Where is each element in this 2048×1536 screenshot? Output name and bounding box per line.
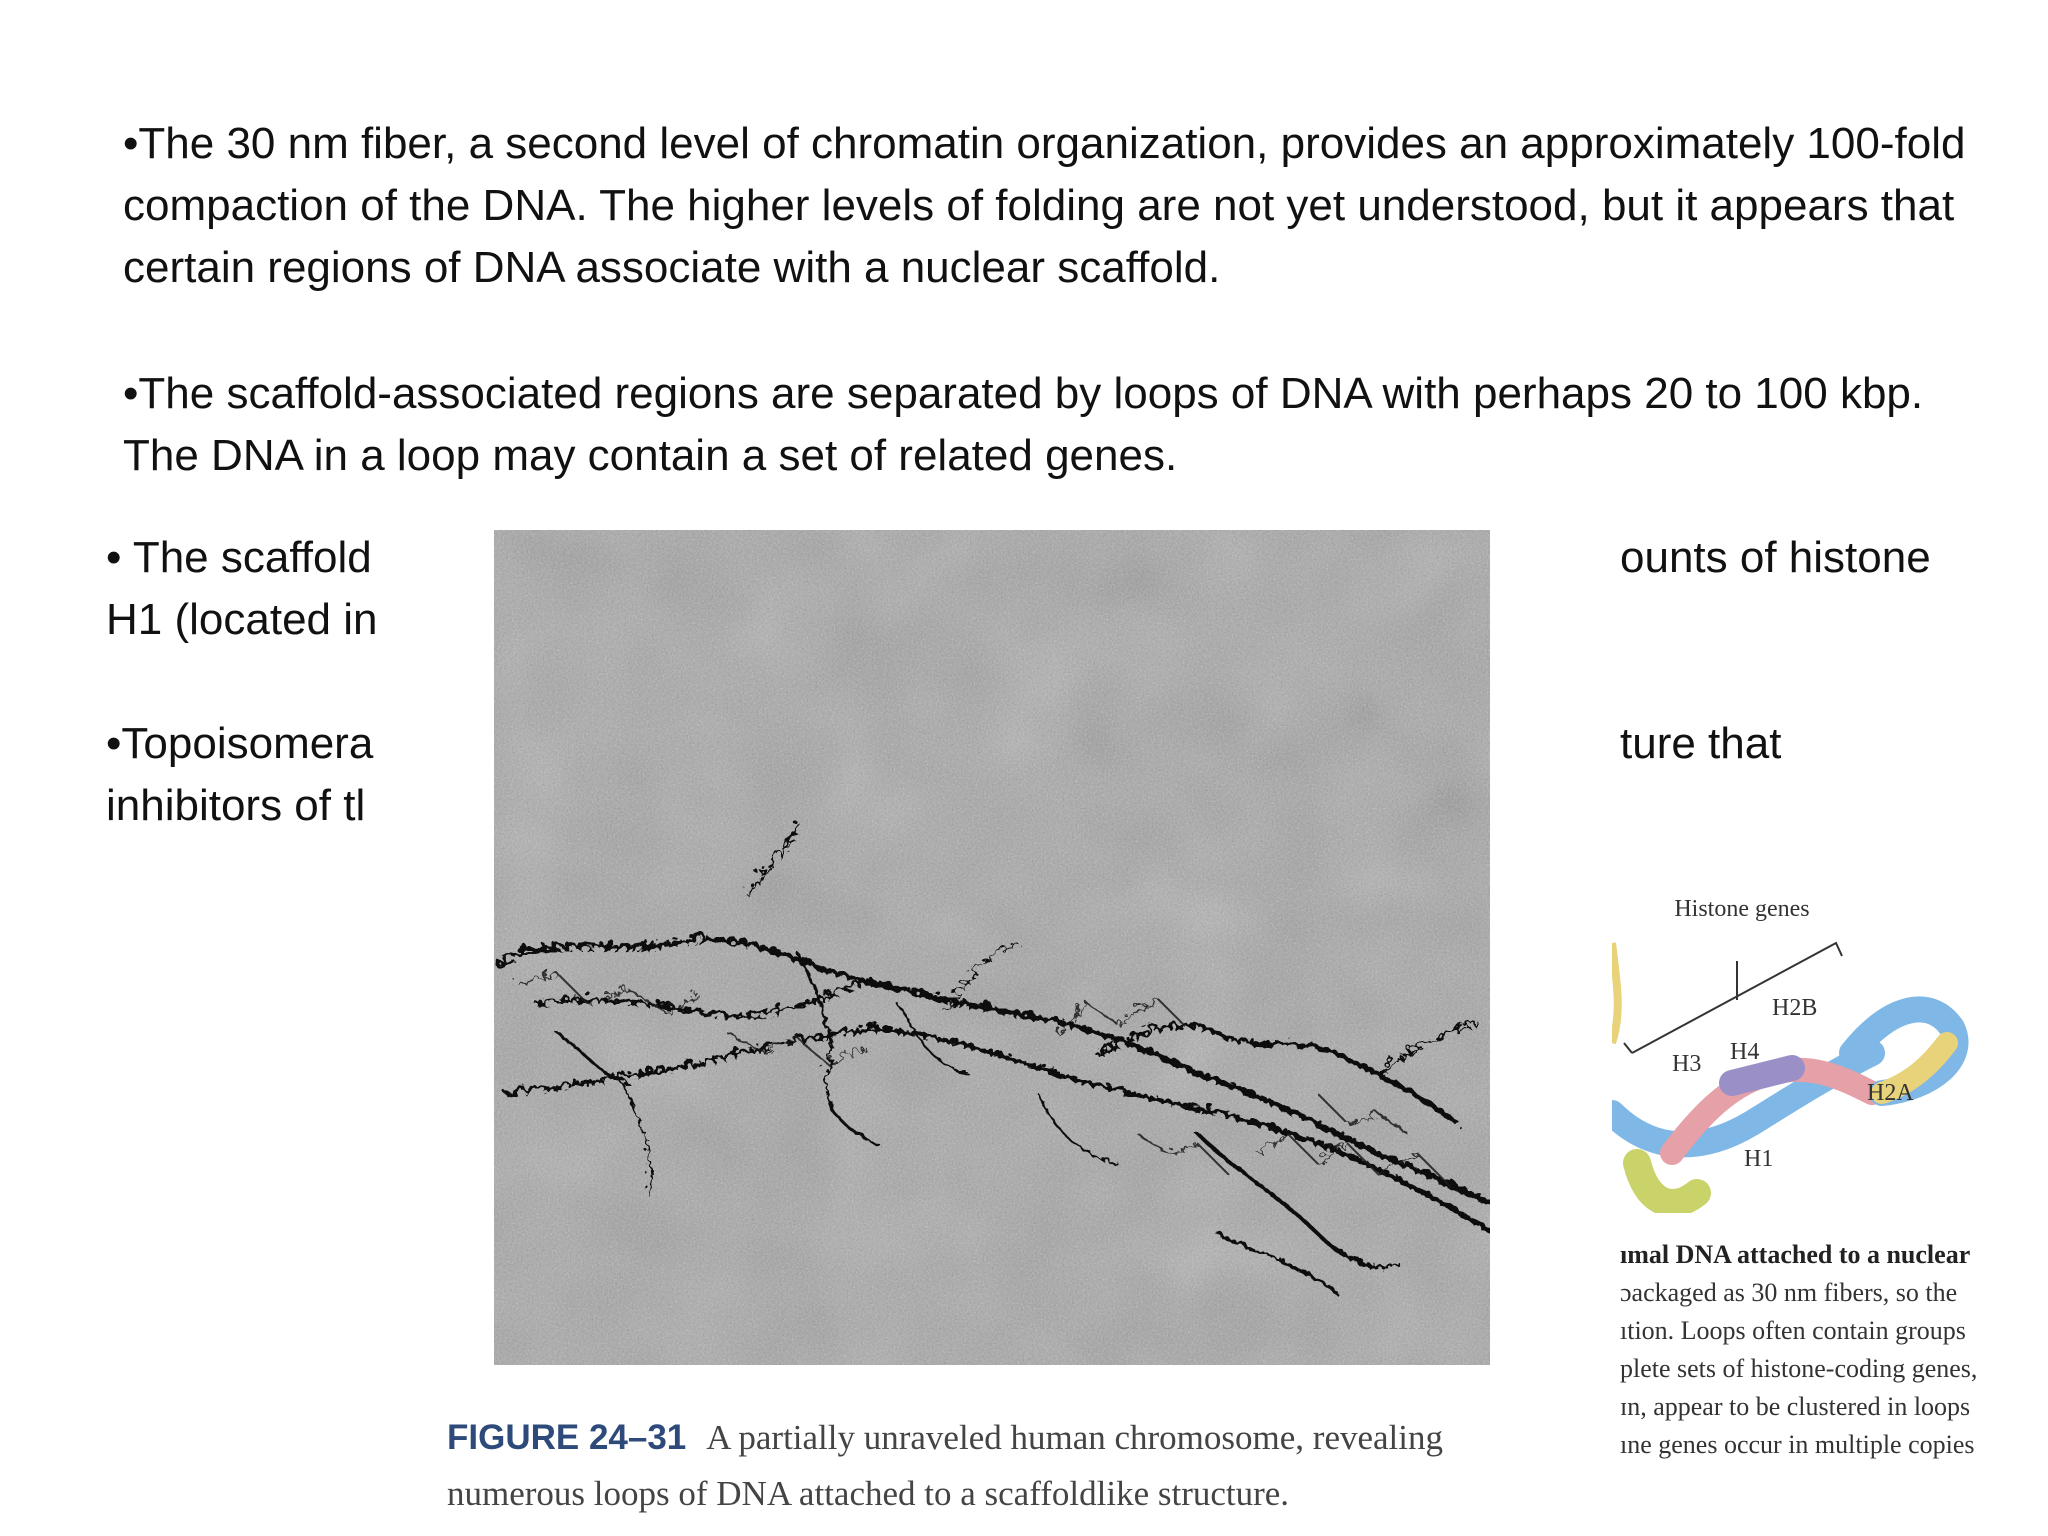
h4-label: H4 — [1730, 1039, 1760, 1065]
side-figure-caption — [1620, 1236, 2020, 1464]
bullet-topoisomerase-right-line1: ture that — [1620, 719, 1782, 768]
bullet-scaffold-left-line1: • The scaffold — [106, 533, 372, 582]
side-caption-line5: ɪn, appear to be clustered in loops — [1620, 1392, 1971, 1421]
side-caption-line6: ıne genes occur in multiple copies — [1620, 1430, 1975, 1459]
h3-label: H3 — [1672, 1051, 1702, 1077]
bullet-scaffold-left-line2: H1 (located in — [106, 595, 378, 644]
histone-genes-diagram — [1612, 853, 2032, 1213]
figure-label: FIGURE 24–31 — [447, 1418, 687, 1457]
bullet-scaffold-right-line1: ounts of histone — [1620, 533, 1931, 582]
h1-label: H1 — [1744, 1146, 1774, 1172]
bullet-topoisomerase-left-line1: •Topoisomera — [106, 719, 374, 768]
h2a-label: H2A — [1867, 1080, 1914, 1106]
side-caption-line1: ımal DNA attached to a nuclear — [1620, 1240, 1971, 1269]
histone-genes-label: Histone genes — [1674, 896, 1810, 922]
bullet-scaffold-regions: •The scaffold-associated regions are separated by loops of DNA with perhaps 20 to 100 kbp. The DNA in a loop may contain a set of related genes. — [123, 369, 1924, 480]
chromosome-micrograph — [494, 530, 1490, 1365]
figure-caption — [447, 1410, 1587, 1522]
figure-caption-text: A partially unraveled human chromosome, revealing numerous loops of DNA attached to a scaffoldlike structure. — [447, 1418, 1443, 1513]
bullet-30nm-fiber: •The 30 nm fiber, a second level of chromatin organization, provides an approximately 100-fold compaction of the DNA. The higher levels of folding are not yet understood, but it appears that certain regions of DNA associate with a nuclear scaffold. — [123, 119, 1966, 292]
side-caption-line4: plete sets of histone-coding genes, — [1620, 1354, 1978, 1383]
side-caption-line2: ɔackaged as 30 nm fibers, so the — [1620, 1278, 1958, 1307]
side-caption-line3: ıtion. Loops often contain groups — [1620, 1316, 1966, 1345]
bullet-topoisomerase-left-line2: inhibitors of tl — [106, 781, 366, 830]
h2b-label: H2B — [1772, 995, 1818, 1021]
